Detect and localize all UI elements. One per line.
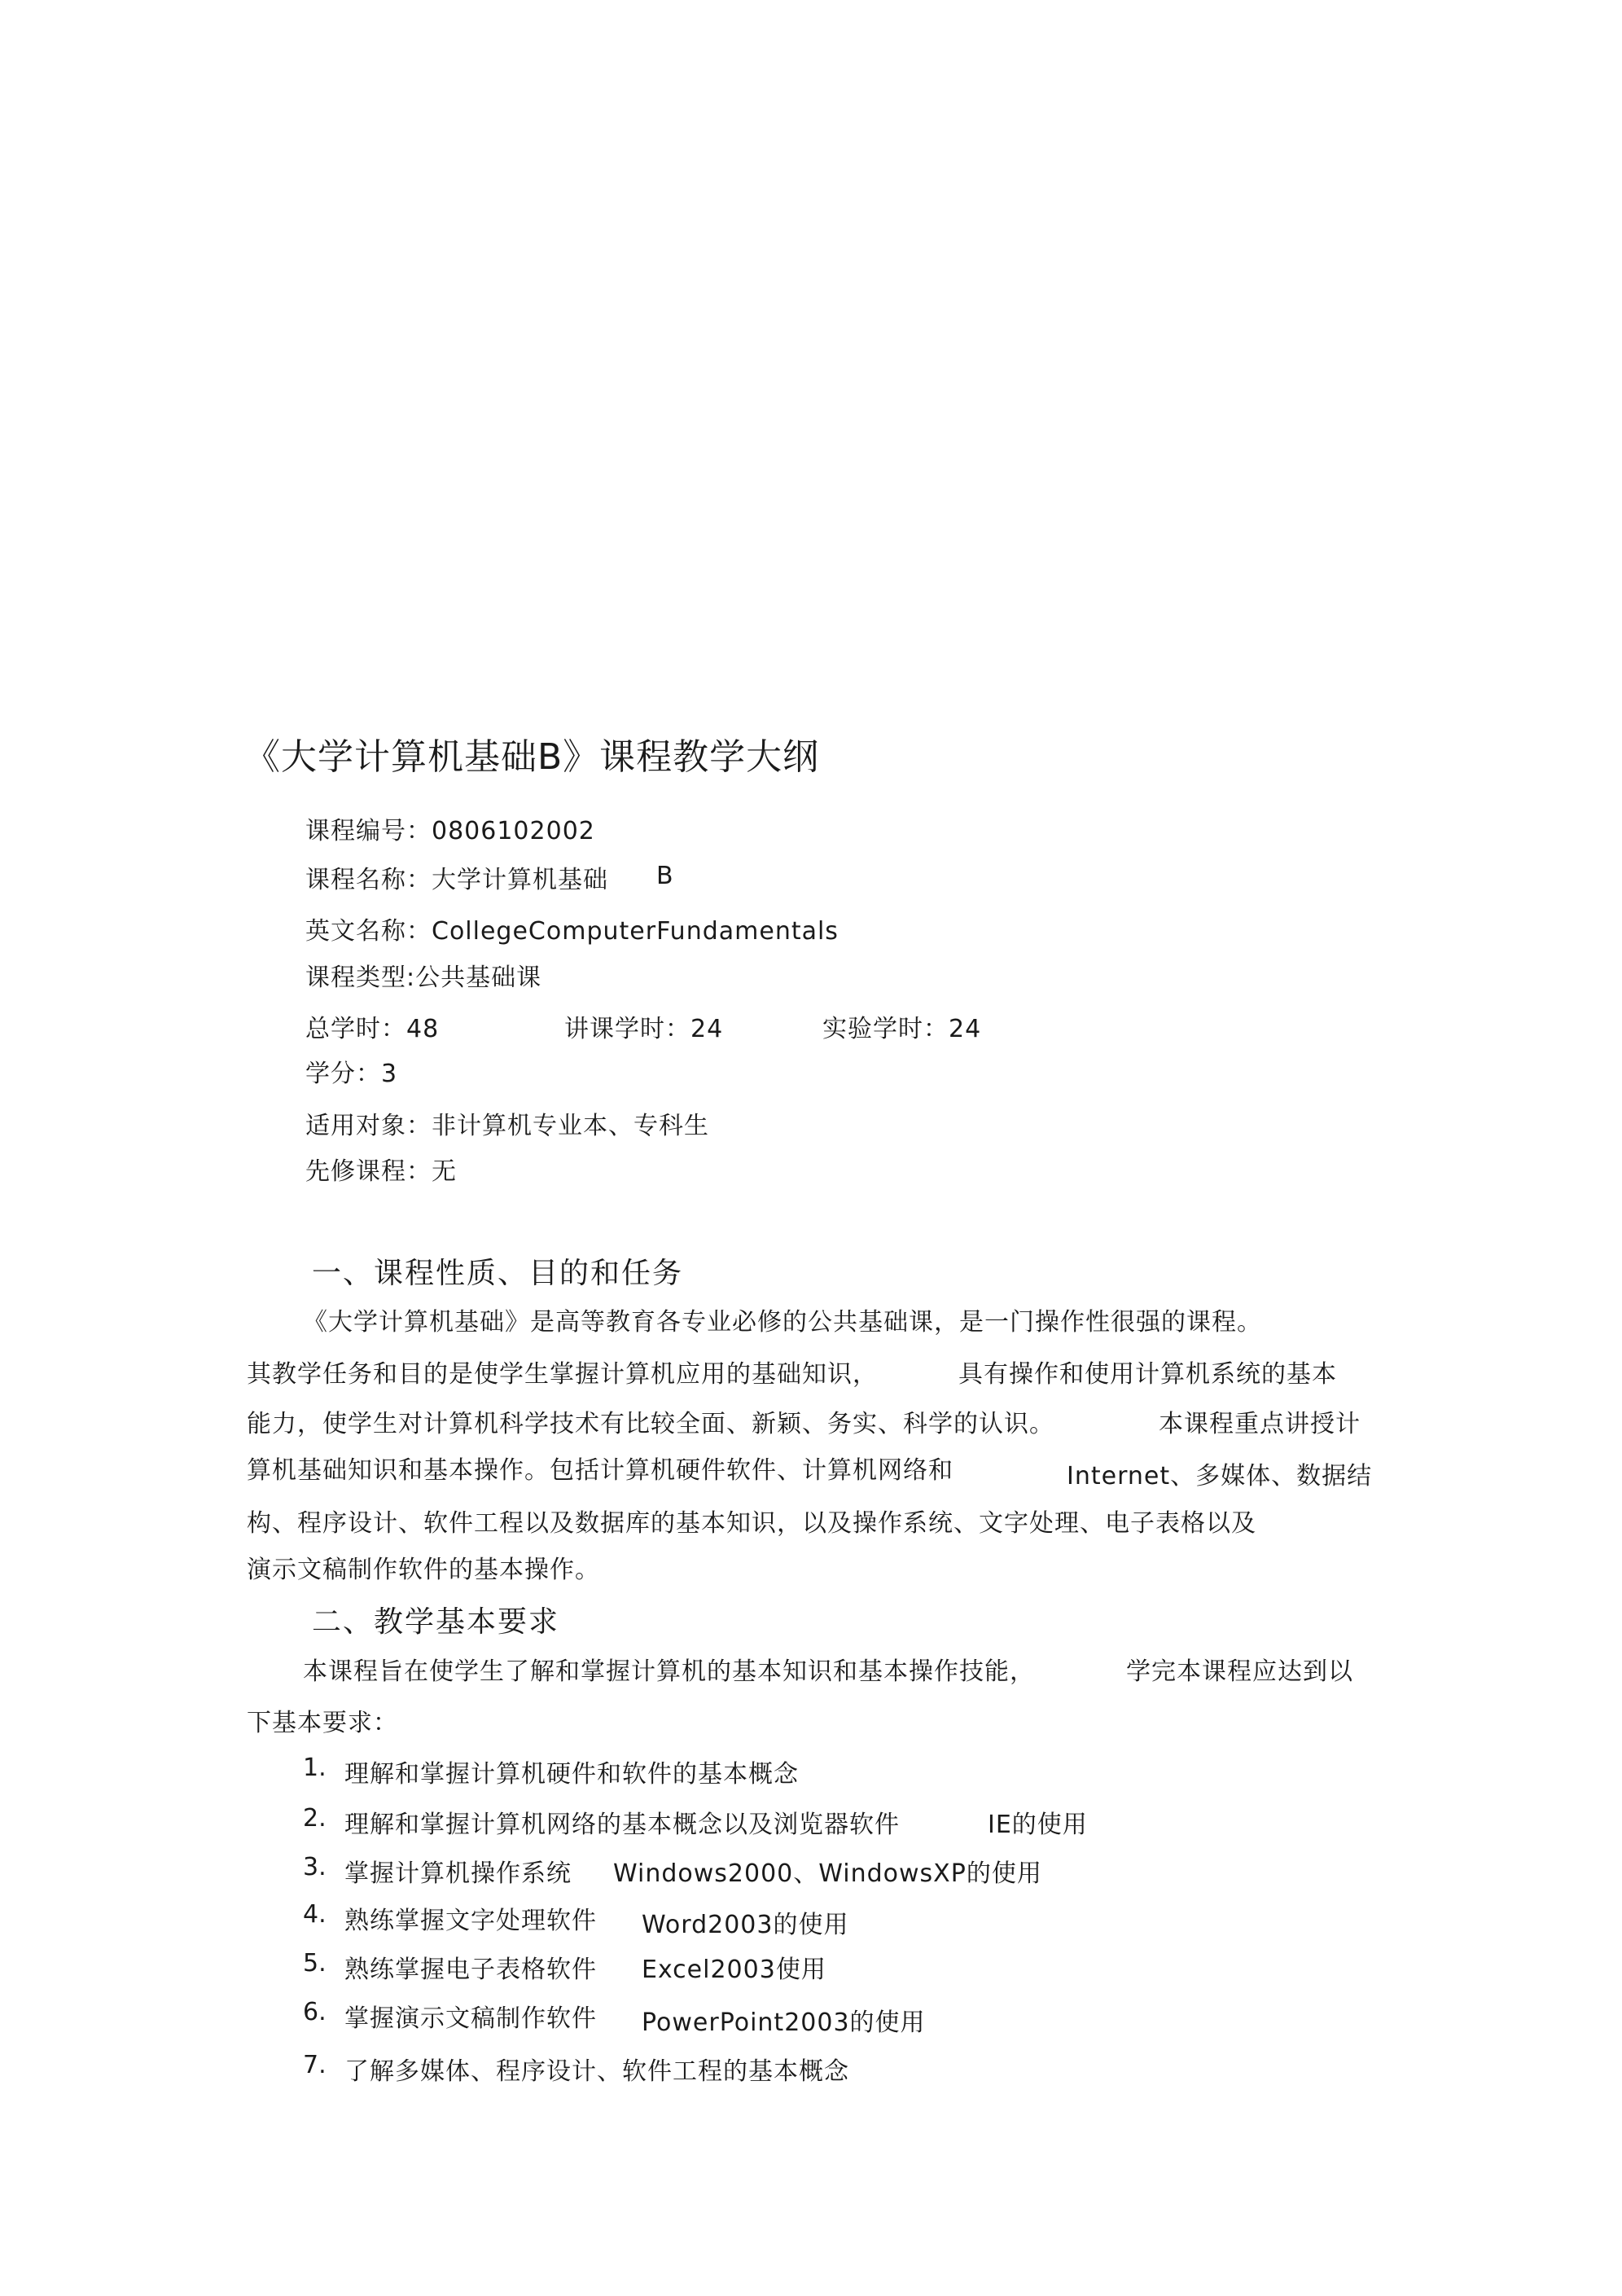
requirement-extra: Excel2003使用 — [642, 1956, 826, 1984]
requirement-number: 4. — [303, 1900, 327, 1929]
section-1-line-3-right: 本课程重点讲授计 — [1159, 1410, 1361, 1438]
requirement-extra: PowerPoint2003的使用 — [642, 2008, 926, 2037]
prerequisites: 先修课程：无 — [305, 1157, 457, 1186]
audience: 适用对象：非计算机专业本、专科生 — [305, 1112, 709, 1140]
section-2-intro-right: 学完本课程应达到以 — [1126, 1657, 1353, 1686]
requirement-extra: Windows2000、WindowsXP的使用 — [613, 1859, 1042, 1888]
section-2-intro: 本课程旨在使学生了解和掌握计算机的基本知识和基本操作技能， — [303, 1657, 1035, 1686]
requirement-text: 熟练掌握电子表格软件 — [344, 1956, 597, 1984]
requirement-number: 3. — [303, 1853, 327, 1881]
requirement-number: 2. — [303, 1804, 327, 1833]
english-name: 英文名称：CollegeComputerFundamentals — [305, 917, 839, 946]
section-1-line-6: 演示文稿制作软件的基本操作。 — [247, 1556, 600, 1584]
requirement-number: 1. — [303, 1754, 327, 1782]
lab-hours: 实验学时：24 — [822, 1015, 982, 1043]
requirement-text: 理解和掌握计算机硬件和软件的基本概念 — [344, 1760, 799, 1789]
section-2-heading: 二、教学基本要求 — [312, 1605, 560, 1639]
requirement-text: 熟练掌握文字处理软件 — [344, 1907, 597, 1935]
section-1-line-2-right: 具有操作和使用计算机系统的基本 — [958, 1360, 1337, 1389]
course-code: 课程编号：0806102002 — [305, 817, 595, 845]
section-1-heading: 一、课程性质、目的和任务 — [312, 1257, 684, 1290]
requirement-text: 掌握计算机操作系统 — [344, 1859, 572, 1888]
requirement-number: 7. — [303, 2051, 327, 2079]
section-1-line-5: 构、程序设计、软件工程以及数据库的基本知识，以及操作系统、文字处理、电子表格以及 — [247, 1509, 1256, 1538]
section-2-intro-cont: 下基本要求： — [247, 1709, 398, 1737]
lecture-hours: 讲课学时：24 — [564, 1015, 724, 1043]
section-1-line-1: 《大学计算机基础》是高等教育各专业必修的公共基础课，是一门操作性很强的课程。 — [303, 1308, 1262, 1337]
section-1-line-4-right: Internet、多媒体、数据结 — [1067, 1462, 1373, 1490]
document-title: 《大学计算机基础B》课程教学大纲 — [244, 736, 820, 778]
section-1-line-2: 其教学任务和目的是使学生掌握计算机应用的基础知识， — [247, 1360, 878, 1389]
course-name-suffix: B — [656, 862, 674, 890]
section-1-line-4: 算机基础知识和基本操作。包括计算机硬件软件、计算机网络和 — [247, 1456, 953, 1485]
course-name: 课程名称：大学计算机基础 — [305, 866, 608, 894]
requirement-extra: Word2003的使用 — [642, 1911, 849, 1939]
requirement-text: 了解多媒体、程序设计、软件工程的基本概念 — [344, 2057, 849, 2086]
section-1-line-3: 能力，使学生对计算机科学技术有比较全面、新颖、务实、科学的认识。 — [247, 1410, 1054, 1438]
requirement-number: 6. — [303, 1998, 327, 2026]
requirement-text: 掌握演示文稿制作软件 — [344, 2004, 597, 2033]
total-hours: 总学时：48 — [305, 1015, 440, 1043]
requirement-extra: IE的使用 — [988, 1811, 1088, 1839]
course-type: 课程类型:公共基础课 — [305, 964, 542, 992]
requirement-number: 5. — [303, 1949, 327, 1978]
credits: 学分：3 — [305, 1060, 398, 1088]
requirement-text: 理解和掌握计算机网络的基本概念以及浏览器软件 — [344, 1811, 900, 1839]
